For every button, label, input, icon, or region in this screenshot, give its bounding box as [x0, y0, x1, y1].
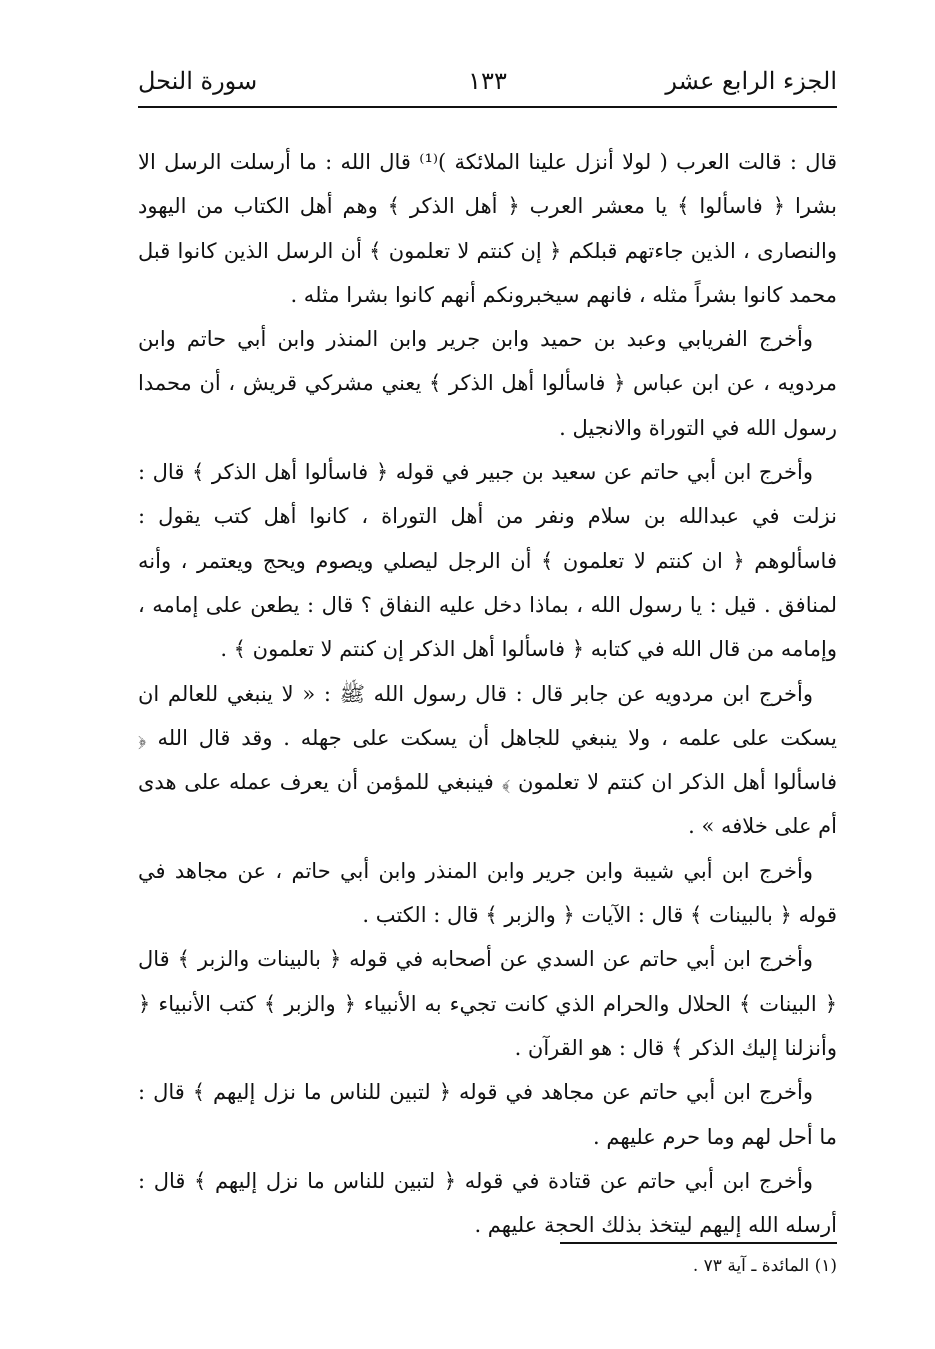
paragraph-6: وأخرج ابن أبي حاتم عن السدي عن أصحابه في قوله ﴿ بالبينات والزبر ﴾ قال ﴿ البينات ﴾ الحلال والحرام الذي كانت تجيء به الأنبياء ﴿ والزبر ﴾ كتب الأنبياء ﴿ وأنزلنا إليك الذكر ﴾ قال : هو القرآن .	[138, 947, 837, 1060]
paragraph-2: وأخرج الفريابي وعبد بن حميد وابن جرير وابن المنذر وابن أبي حاتم وابن مردويه ، عن ابن عباس ﴿ فاسألوا أهل الذكر ﴾ يعني مشركي قريش ، أن محمدا رسول الله في التوراة والانجيل .	[138, 327, 837, 440]
footnote: (١) المائدة ـ آية ٧٣ .	[692, 1256, 837, 1276]
paragraph-1: قال : قالت العرب ( لولا أنزل علينا الملائكة )⁽¹⁾ قال الله : ما أرسلت الرسل الا بشرا ﴿ فاسألوا ﴾ يا معشر العرب ﴿ أهل الذكر ﴾ وهم أهل الكتاب من اليهود والنصارى ، الذين جاءتهم قبلكم ﴿ إن كنتم لا تعلمون ﴾ أن الرسل الذين كانوا قبل محمد كانوا بشراً مثله ، فانهم سيخبرونكم أنهم كانوا بشرا مثله .	[138, 150, 837, 307]
page-header	[138, 62, 837, 108]
paragraph-8: وأخرج ابن أبي حاتم عن قتادة في قوله ﴿ لتبين للناس ما نزل إليهم ﴾ قال : أرسله الله إليهم ليتخذ بذلك الحجة عليهم .	[138, 1168, 837, 1238]
juz-title: الجزء الرابع عشر	[665, 67, 837, 95]
footnote-divider	[560, 1242, 837, 1244]
paragraph-5: وأخرج ابن أبي شيبة وابن جرير وابن المنذر وابن أبي حاتم ، عن مجاهد في قوله ﴿ بالبينات ﴾ قال : الآيات ﴿ والزبر ﴾ قال : الكتب .	[138, 858, 837, 928]
surah-title: سورة النحل	[138, 67, 258, 95]
paragraph-3: وأخرج ابن أبي حاتم عن سعيد بن جبير في قوله ﴿ فاسألوا أهل الذكر ﴾ قال : نزلت في عبدالله بن سلام ونفر من أهل التوراة ، كانوا أهل كتب يقول : فاسألوهم ﴿ ان كنتم لا تعلمون ﴾ أن الرجل ليصلي ويصوم ويحج ويعتمر ، وأنه لمنافق . قيل : يا رسول الله ، بماذا دخل عليه النفاق ؟ قال : يطعن على إمامه ، وإمامه من قال الله في كتابه ﴿ فاسألوا أهل الذكر إن كنتم لا تعلمون ﴾ .	[138, 460, 837, 662]
paragraph-7: وأخرج ابن أبي حاتم عن مجاهد في قوله ﴿ لتبين للناس ما نزل إليهم ﴾ قال : ما أحل لهم وما حرم عليهم .	[138, 1080, 837, 1149]
main-text	[138, 140, 837, 1247]
page-number: ١٣٣	[468, 67, 507, 95]
paragraph-4: وأخرج ابن مردويه عن جابر قال : قال رسول الله ﷺ : « لا ينبغي للعالم ان يسكت على علمه ، ولا ينبغي للجاهل أن يسكت على جهله . وقد قال الله ﴿ فاسألوا أهل الذكر ان كنتم لا تعلمون ﴾ فينبغي للمؤمن أن يعرف عمله على هدى أم على خلافه » .	[138, 681, 837, 839]
